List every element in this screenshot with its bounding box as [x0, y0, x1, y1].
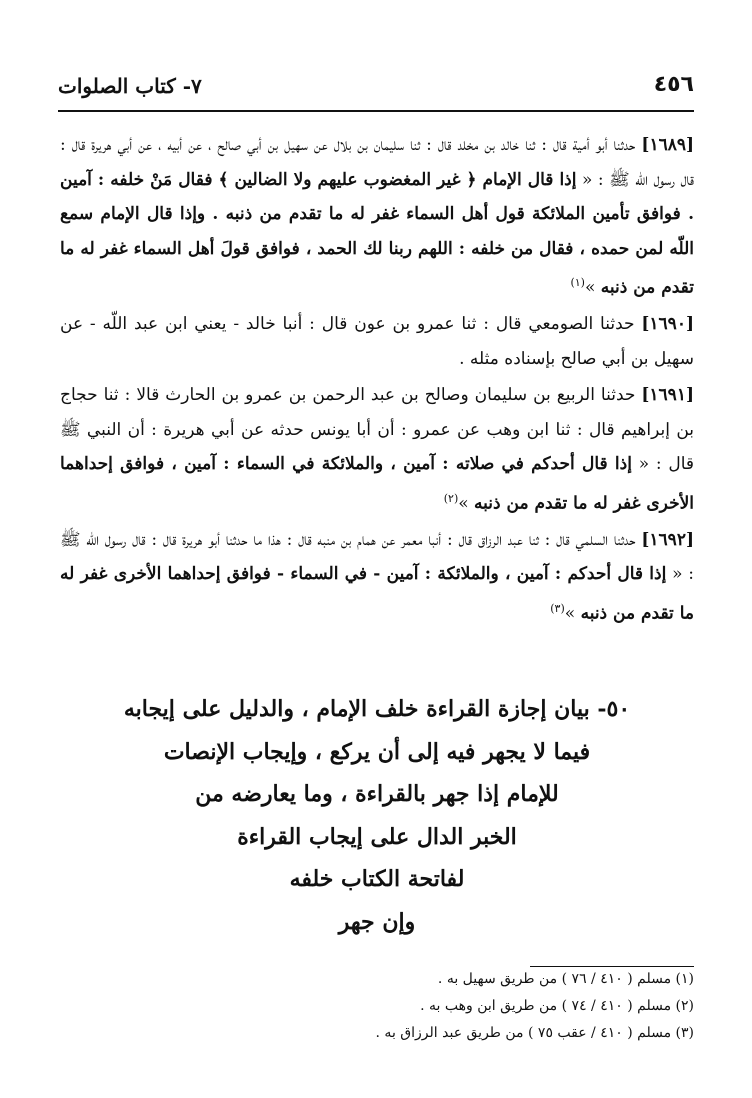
hadith-1692	[60, 523, 694, 631]
quote-close: »	[564, 603, 576, 624]
hadith-number: [١٦٩١]	[641, 385, 694, 406]
quote-close: »	[584, 277, 596, 298]
footnote-ref: (٣)	[550, 601, 565, 615]
chapter-title: ٧- كتاب الصلوات	[58, 74, 202, 98]
footnote-ref: (٢)	[443, 491, 459, 505]
footnote-3: (٣) مسلم ( ٤١٠ / عقب ٧٥ ) من طريق عبد الرزاق به .	[375, 1025, 694, 1041]
hadith-chain: حدثنا أبو أمية قال : ثنا خالد بن مخلد قال : ثنا سليمان بن بلال عن سهيل بن أبي صالح ، عن أبيه ، عن أبي هريرة قال : قال رسول اللّه ﷺ : «	[60, 135, 695, 190]
hadith-matn: إذا قال أحدكم : آمين ، والملائكة : آمين - في السماء - فوافق إحداهما الأخرى غفر له ما تقدم من ذنبه	[60, 564, 694, 624]
footnote-1: (١) مسلم ( ٤١٠ / ٧٦ ) من طريق سهيل به .	[437, 971, 694, 987]
hadith-matn: إذا قال الإمام ﴿ غير المغضوب عليهم ولا الضالين ﴾ فقال مَنْ خلفه : آمين . فوافق تأمين الملائكة قول أهل السماء غفر له ما تقدم من ذنبه . وإذا قال الإمام سمع اللّه لمن حمده ، فقال من خلفه : اللهم ربنا لك الحمد ، فوافق قولَ أهل السماء غفر له ما تقدم من ذنبه	[60, 169, 694, 298]
hadith-chain: حدثنا الصومعي قال : ثنا عمرو بن عون قال : أنبا خالد - يعني ابن عبد اللّه - عن سهيل بن أبي صالح بإسناده مثله .	[60, 314, 694, 369]
quote-close: »	[458, 493, 469, 514]
footnote-2: (٢) مسلم ( ٤١٠ / ٧٤ ) من طريق ابن وهب به .	[420, 998, 694, 1014]
hadith-list	[60, 128, 694, 631]
heading-line: ٥٠- بيان إجازة القراءة خلف الإمام ، والدليل على إيجابه	[123, 696, 631, 722]
heading-line: وإن جهر	[338, 908, 416, 935]
heading-line: للإمام إذا جهر بالقراءة ، وما يعارضه من	[195, 781, 559, 807]
hadith-matn: إذا قال أحدكم في صلاته : آمين ، والملائكة في السماء : آمين ، فوافق إحداهما الأخرى غفر له ما تقدم من ذنبه	[60, 454, 694, 514]
page-header	[58, 68, 694, 108]
section-heading	[60, 688, 694, 943]
footnotes	[300, 966, 694, 1047]
page-number: ٤٥٦	[653, 72, 694, 97]
hadith-1691	[60, 378, 694, 521]
hadith-number: [١٦٩٢]	[641, 529, 694, 550]
hadith-1689	[60, 128, 694, 305]
header-rule	[58, 110, 694, 112]
hadith-number: [١٦٨٩]	[641, 135, 695, 155]
footnote-ref: (١)	[570, 276, 585, 289]
hadith-number: [١٦٩٠]	[641, 314, 694, 335]
hadith-chain: حدثنا السلمي قال : ثنا عبد الرزاق قال : أنبا معمر عن همام بن منبه قال : هذا ما حدثنا أبو هريرة قال : قال رسول اللّه ﷺ : «	[60, 529, 694, 585]
heading-line: الخبر الدال على إيجاب القراءة	[237, 823, 517, 850]
heading-line: لفاتحة الكتاب خلفه	[289, 866, 465, 892]
heading-line: فيما لا يجهر فيه إلى أن يركع ، وإيجاب الإنصات	[163, 738, 591, 765]
hadith-1690	[60, 307, 694, 376]
hadith-chain: حدثنا الربيع بن سليمان وصالح بن عبد الرحمن بن عمرو بن الحارث قالا : ثنا حجاج بن إبراهيم قال : ثنا ابن وهب عن عمرو : أن أبا يونس حدثه عن أبي هريرة : أن النبي ﷺ قال : «	[60, 385, 694, 475]
